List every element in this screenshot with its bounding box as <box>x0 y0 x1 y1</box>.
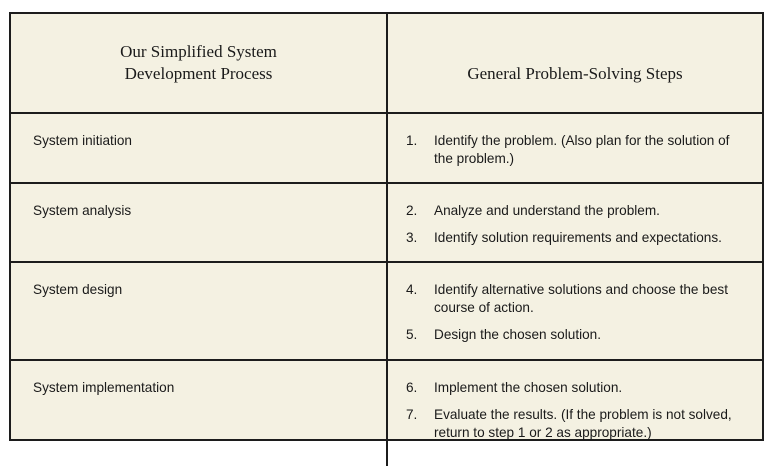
step-item <box>406 281 746 317</box>
table-row <box>11 113 762 183</box>
steps-cell <box>387 113 762 183</box>
step-text: Identify the problem. (Also plan for the solution of the problem.) <box>434 133 730 166</box>
steps-cell <box>387 183 762 262</box>
step-number: 6. <box>406 380 418 395</box>
step-item <box>406 326 746 344</box>
header-row <box>11 14 762 113</box>
comparison-table <box>11 14 762 466</box>
header-left-line1: Our Simplified System <box>120 42 277 61</box>
step-number: 3. <box>406 230 418 245</box>
step-number: 2. <box>406 203 418 218</box>
header-problem-solving-steps: General Problem-Solving Steps <box>387 14 762 113</box>
step-number: 1. <box>406 133 418 148</box>
phase-cell: System initiation <box>11 113 387 183</box>
step-text: Evaluate the results. (If the problem is not solved, return to step 1 or 2 as appropriate.) <box>434 407 732 440</box>
phase-cell: System design <box>11 262 387 360</box>
step-text: Analyze and understand the problem. <box>434 203 660 218</box>
step-item <box>406 406 746 442</box>
phase-cell: System implementation <box>11 360 387 466</box>
step-text: Design the chosen solution. <box>434 327 602 342</box>
process-comparison-table <box>9 12 764 441</box>
table-row <box>11 360 762 466</box>
step-number: 4. <box>406 282 418 297</box>
steps-cell <box>387 360 762 466</box>
table-row <box>11 183 762 262</box>
header-left-line2: Development Process <box>124 64 273 83</box>
step-text: Implement the chosen solution. <box>434 380 623 395</box>
steps-cell <box>387 262 762 360</box>
step-text: Identify solution requirements and expectations. <box>434 230 722 245</box>
step-number: 7. <box>406 407 418 422</box>
step-item <box>406 379 746 397</box>
phase-cell: System analysis <box>11 183 387 262</box>
step-item <box>406 229 746 247</box>
step-text: Identify alternative solutions and choose the best course of action. <box>434 282 728 315</box>
table-row <box>11 262 762 360</box>
header-development-process <box>11 14 387 113</box>
step-item <box>406 132 746 168</box>
step-item <box>406 202 746 220</box>
step-number: 5. <box>406 327 418 342</box>
